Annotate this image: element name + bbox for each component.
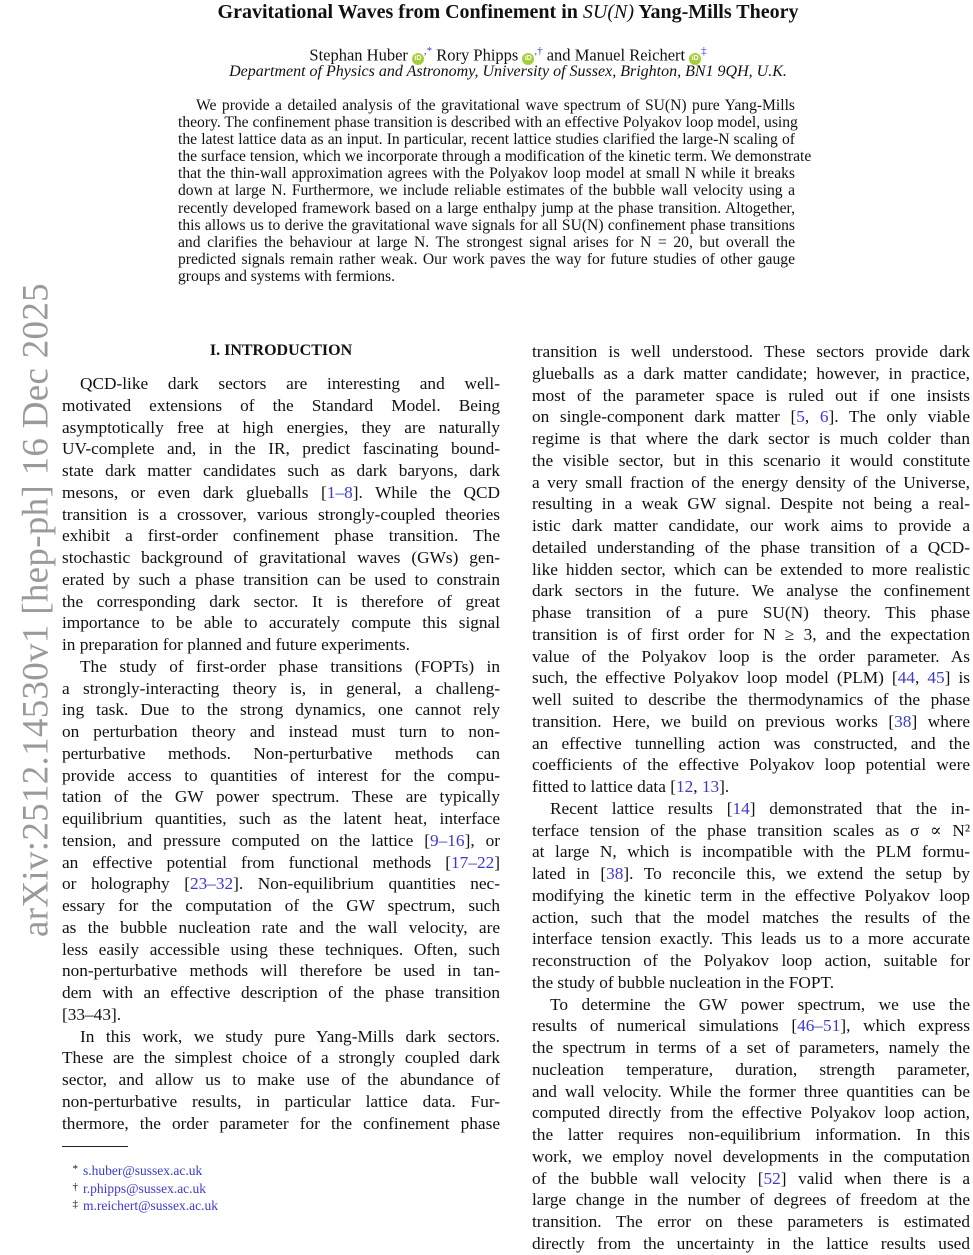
text-line: less easily accessible using these techniques. Often, such: [62, 939, 500, 959]
text-line: stochastic background of gravitational waves (GWs) gen-: [62, 548, 500, 567]
citation-link[interactable]: 46–51: [797, 1016, 841, 1036]
citation-link[interactable]: 38: [606, 864, 624, 883]
text-line: the corresponding dark sector. It is therefore of great: [62, 591, 500, 611]
abstract-line: groups and systems with fermions.: [178, 267, 395, 285]
text-line: UV-complete and, in the IR, predict fascinating bound-: [62, 439, 500, 459]
text-line: as the bubble nucleation rate and the wall velocity, are: [62, 917, 500, 937]
text-line: equilibrium quantities, such as the latent heat, interface: [62, 809, 500, 828]
footnote: [62, 1179, 218, 1197]
text-line: erated by such a phase transition can be used to constrain: [62, 569, 500, 589]
paragraph: [532, 341, 970, 798]
author-name: Stephan Huber: [309, 45, 408, 65]
citation-link[interactable]: 1–8: [326, 482, 353, 502]
text-line: asymptotically free at high energies, they are naturally: [62, 417, 500, 437]
footnote-mark[interactable]: ‡: [701, 45, 707, 57]
text-line: Recent lattice results [14] demonstrated that the in-: [550, 798, 971, 818]
abstract-line: this allows us to derive the gravitational wave signals for all SU(N) confinement phase transitions: [178, 216, 795, 234]
text-line: istic dark matter candidate, our work aims to provide a: [532, 516, 970, 535]
citation-link[interactable]: 12: [675, 777, 694, 796]
orcid-icon[interactable]: iD: [522, 53, 534, 65]
citation-link[interactable]: 6: [819, 407, 829, 427]
text-line: transition is of first order for N ≥ 3, and the expectation: [532, 624, 970, 644]
footnote-mark: *: [72, 1163, 78, 1175]
text-line: provide access to quantities of interest for the compu-: [62, 765, 500, 785]
text-line: tation of the GW power spectrum. These are typically: [62, 787, 500, 807]
citation-link[interactable]: 14: [732, 798, 750, 818]
text-line: dark sectors in the future. We analyse the confinement: [532, 581, 970, 601]
text-line: mesons, or even dark glueballs [1–8]. While the QCD: [62, 482, 501, 502]
text-line: an effective potential from functional methods [17–22]: [62, 852, 500, 872]
paper-title: [100, 0, 916, 24]
text-line: on single-component dark matter [5, 6]. The only viable: [532, 407, 971, 427]
left-column: [62, 373, 500, 1134]
text-line: in preparation for planned and future experiments.: [62, 635, 410, 654]
text-line: the latter requires non-equilibrium information. In this: [532, 1125, 970, 1144]
text-line: most of the parameter space is ruled out if one insists: [532, 385, 970, 405]
text-line: phase transition of a pure SU(N) theory. This phase: [532, 603, 970, 622]
text-line: well suited to describe the thermodynamics of the phase: [532, 690, 970, 709]
text-line: perturbative methods. Non-perturbative methods can: [62, 743, 500, 763]
text-line: resulting in a weak GW signal. Despite not being a real-: [532, 494, 970, 514]
abstract-line: the latest lattice data as an input. In particular, recent lattice studies clarified the large-N scaling of: [178, 131, 795, 149]
text-line: transition. The error on these parameters is estimated: [532, 1212, 970, 1231]
text-line: non-perturbative methods will therefore be used in tan-: [62, 961, 500, 981]
abstract-line: the surface tension, which we incorporate through a modification of the kinetic term. We demonstrate: [178, 148, 812, 166]
citation-link[interactable]: 38: [894, 711, 912, 731]
text-line: large change in the number of degrees of freedom at the: [532, 1190, 970, 1210]
citation-link[interactable]: 52: [763, 1168, 781, 1188]
abstract-line: that the thin-wall approximation agrees with the Polyakov loop model at small N while it breaks: [178, 165, 795, 183]
text-line: essary for the computation of the GW spectrum, such: [62, 896, 500, 915]
text-line: lated in [38]. To reconcile this, we extend the setup by: [532, 864, 970, 883]
footnote-mark[interactable]: ,*: [423, 45, 433, 57]
text-line: coefficients of the effective Polyakov loop potential were: [532, 755, 970, 775]
text-line: The study of first-order phase transitions (FOPTs) in: [80, 656, 500, 676]
text-line: at large N, which is incompatible with the PLM formu-: [532, 842, 970, 862]
text-line: the visible sector, but in this scenario it would constitute: [532, 450, 970, 470]
text-line: fitted to lattice data [12, 13].: [532, 777, 730, 796]
text-line: directly from the uncertainty in the lattice results used: [532, 1233, 970, 1253]
arxiv-identifier-stamp: arXiv:2512.14530v1 [hep-ph] 16 Dec 2025: [15, 283, 57, 937]
text-line: reconstruction of the Polyakov loop action, suitable for: [532, 951, 970, 970]
text-line: a strongly-interacting theory is, in general, a challeng-: [62, 678, 500, 698]
footnote-mark: †: [72, 1180, 78, 1193]
text-line: To determine the GW power spectrum, we use the: [550, 994, 970, 1014]
text-line: a very small fraction of the energy density of the Universe,: [532, 472, 970, 492]
text-line: regime is that where the dark sector is much colder than: [532, 429, 970, 448]
abstract-line: We provide a detailed analysis of the gravitational wave spectrum of SU(N) pure Yang-Mills: [196, 97, 795, 114]
paragraph: [532, 798, 970, 994]
text-line: modifying the kinetic term in the effective Polyakov loop: [532, 885, 970, 905]
email-link[interactable]: m.reichert@sussex.ac.uk: [83, 1198, 219, 1213]
text-line: ing task. Due to the strong dynamics, one cannot rely: [62, 700, 500, 720]
abstract-line: theory. The confinement phase transition is described with an effective Polyakov loop model, using: [178, 114, 798, 132]
abstract-line: down at large N. Furthermore, we include reliable estimates of the bubble wall velocity using a: [178, 182, 795, 200]
text-line: terface tension of the phase transition scales as σ ∝ N²: [532, 820, 970, 840]
abstract-line: recently developed framework based on a large enthalpy jump at the phase transition. Altogether,: [178, 199, 795, 217]
text-line: dem with an effective description of the phase transition: [62, 983, 500, 1002]
email-link[interactable]: r.phipps@sussex.ac.uk: [83, 1180, 207, 1196]
citation-link[interactable]: 45: [927, 668, 945, 688]
footnote: [62, 1161, 218, 1179]
text-line: or holography [23–32]. Non-equilibrium quantities nec-: [62, 874, 500, 894]
orcid-icon[interactable]: iD: [412, 53, 424, 65]
text-line: thermore, the order parameter for the confinement phase: [62, 1113, 500, 1133]
text-line: motivated extensions of the Standard Model. Being: [62, 395, 500, 415]
text-line: action, such that the model matches the results of the: [532, 907, 970, 927]
text-line: like hidden sector, which can be extended to more realistic: [532, 559, 970, 579]
text-line: results of numerical simulations [46–51], which express: [532, 1016, 970, 1036]
text-line: the study of bubble nucleation in the FOPT.: [532, 972, 835, 992]
author-and: and: [546, 45, 571, 65]
citation-link[interactable]: 23–32: [189, 874, 234, 894]
text-line: exhibit a first-order confinement phase transition. The: [62, 526, 500, 546]
text-line: non-perturbative results, in particular lattice data. Fur-: [62, 1091, 500, 1111]
text-line: importance to be able to accurately compute this signal: [62, 613, 500, 633]
paragraph: [532, 994, 970, 1255]
text-line: the spectrum in terms of a set of parameters, namely the: [532, 1038, 970, 1057]
text-line: state dark matter candidates such as dark baryons, dark: [62, 461, 500, 480]
title-prefix: Gravitational Waves from Confinement in: [217, 1, 583, 23]
citation-link[interactable]: 44: [897, 668, 915, 688]
citation-link[interactable]: 13: [701, 777, 720, 796]
text-line: of the bubble wall velocity [52] valid when there is a: [532, 1168, 970, 1188]
text-line: detailed understanding of the phase transition of a QCD-: [532, 537, 970, 557]
text-line: value of the Polyakov loop is the order parameter. As: [532, 646, 970, 666]
footnote-mark[interactable]: ,†: [534, 45, 543, 57]
text-line: an effective tunnelling action was constructed, and the: [532, 733, 970, 753]
text-line: and wall velocity. While the former three quantities can be: [532, 1081, 970, 1101]
right-column: [532, 341, 970, 1255]
author-name: Manuel Reichert: [574, 45, 686, 65]
footnotes: [62, 1161, 218, 1214]
abstract: [178, 97, 812, 285]
text-line: transition. Here, we build on previous works [38] where: [532, 711, 971, 731]
email-link[interactable]: s.huber@sussex.ac.uk: [83, 1163, 203, 1178]
text-line: such, the effective Polyakov loop model (PLM) [44, 45] is: [532, 668, 970, 688]
paragraph: [62, 373, 500, 656]
text-line: tension, and pressure computed on the lattice [9–16], or: [62, 830, 500, 850]
citation-link[interactable]: 17–22: [451, 852, 495, 872]
text-line: QCD-like dark sectors are interesting and well-: [80, 374, 500, 393]
text-line: on perturbation theory and instead must turn to non-: [62, 722, 500, 741]
text-line: [33–43].: [62, 1004, 122, 1024]
orcid-icon[interactable]: iD: [689, 53, 701, 65]
text-line: transition is well understood. These sectors provide dark: [532, 342, 970, 361]
text-line: transition is a crossover, various strongly-coupled theories: [62, 504, 500, 524]
text-line: work, we employ novel developments in the computation: [532, 1146, 970, 1166]
text-line: nucleation temperature, duration, strength parameter,: [532, 1059, 970, 1079]
title-suffix: Yang-Mills Theory: [634, 1, 799, 23]
paragraph: [62, 1026, 500, 1135]
text-line: glueballs as a dark matter candidate; however, in practice,: [532, 363, 970, 383]
text-line: interface tension exactly. This leads us to a more accurate: [532, 929, 970, 949]
text-line: These are the simplest choice of a strongly coupled dark: [62, 1048, 500, 1068]
text-line: In this work, we study pure Yang-Mills dark sectors.: [80, 1026, 500, 1046]
citation-link[interactable]: 5: [796, 407, 805, 427]
section-heading: I. INTRODUCTION: [209, 342, 353, 359]
author-name: Rory Phipps: [436, 45, 519, 65]
footnote-rule: [62, 1146, 128, 1147]
title-math: SU(N): [582, 1, 635, 23]
footnote-mark: ‡: [72, 1198, 78, 1210]
paragraph: [62, 656, 500, 1026]
abstract-line: predicted signals remain rather weak. Our work paves the way for future studies of other gauge: [178, 250, 795, 268]
text-line: computed directly from the effective Polyakov loop action,: [532, 1103, 970, 1123]
footnote: [62, 1196, 218, 1214]
abstract-line: and clarifies the behaviour at large N. The strongest signal arises for N = 20, but overall the: [178, 233, 795, 251]
text-line: sector, and allow us to make use of the abundance of: [62, 1070, 500, 1089]
affiliation: Department of Physics and Astronomy, University of Sussex, Brighton, BN1 9QH, U.K.: [229, 63, 787, 80]
citation-link[interactable]: 9–16: [430, 830, 465, 850]
